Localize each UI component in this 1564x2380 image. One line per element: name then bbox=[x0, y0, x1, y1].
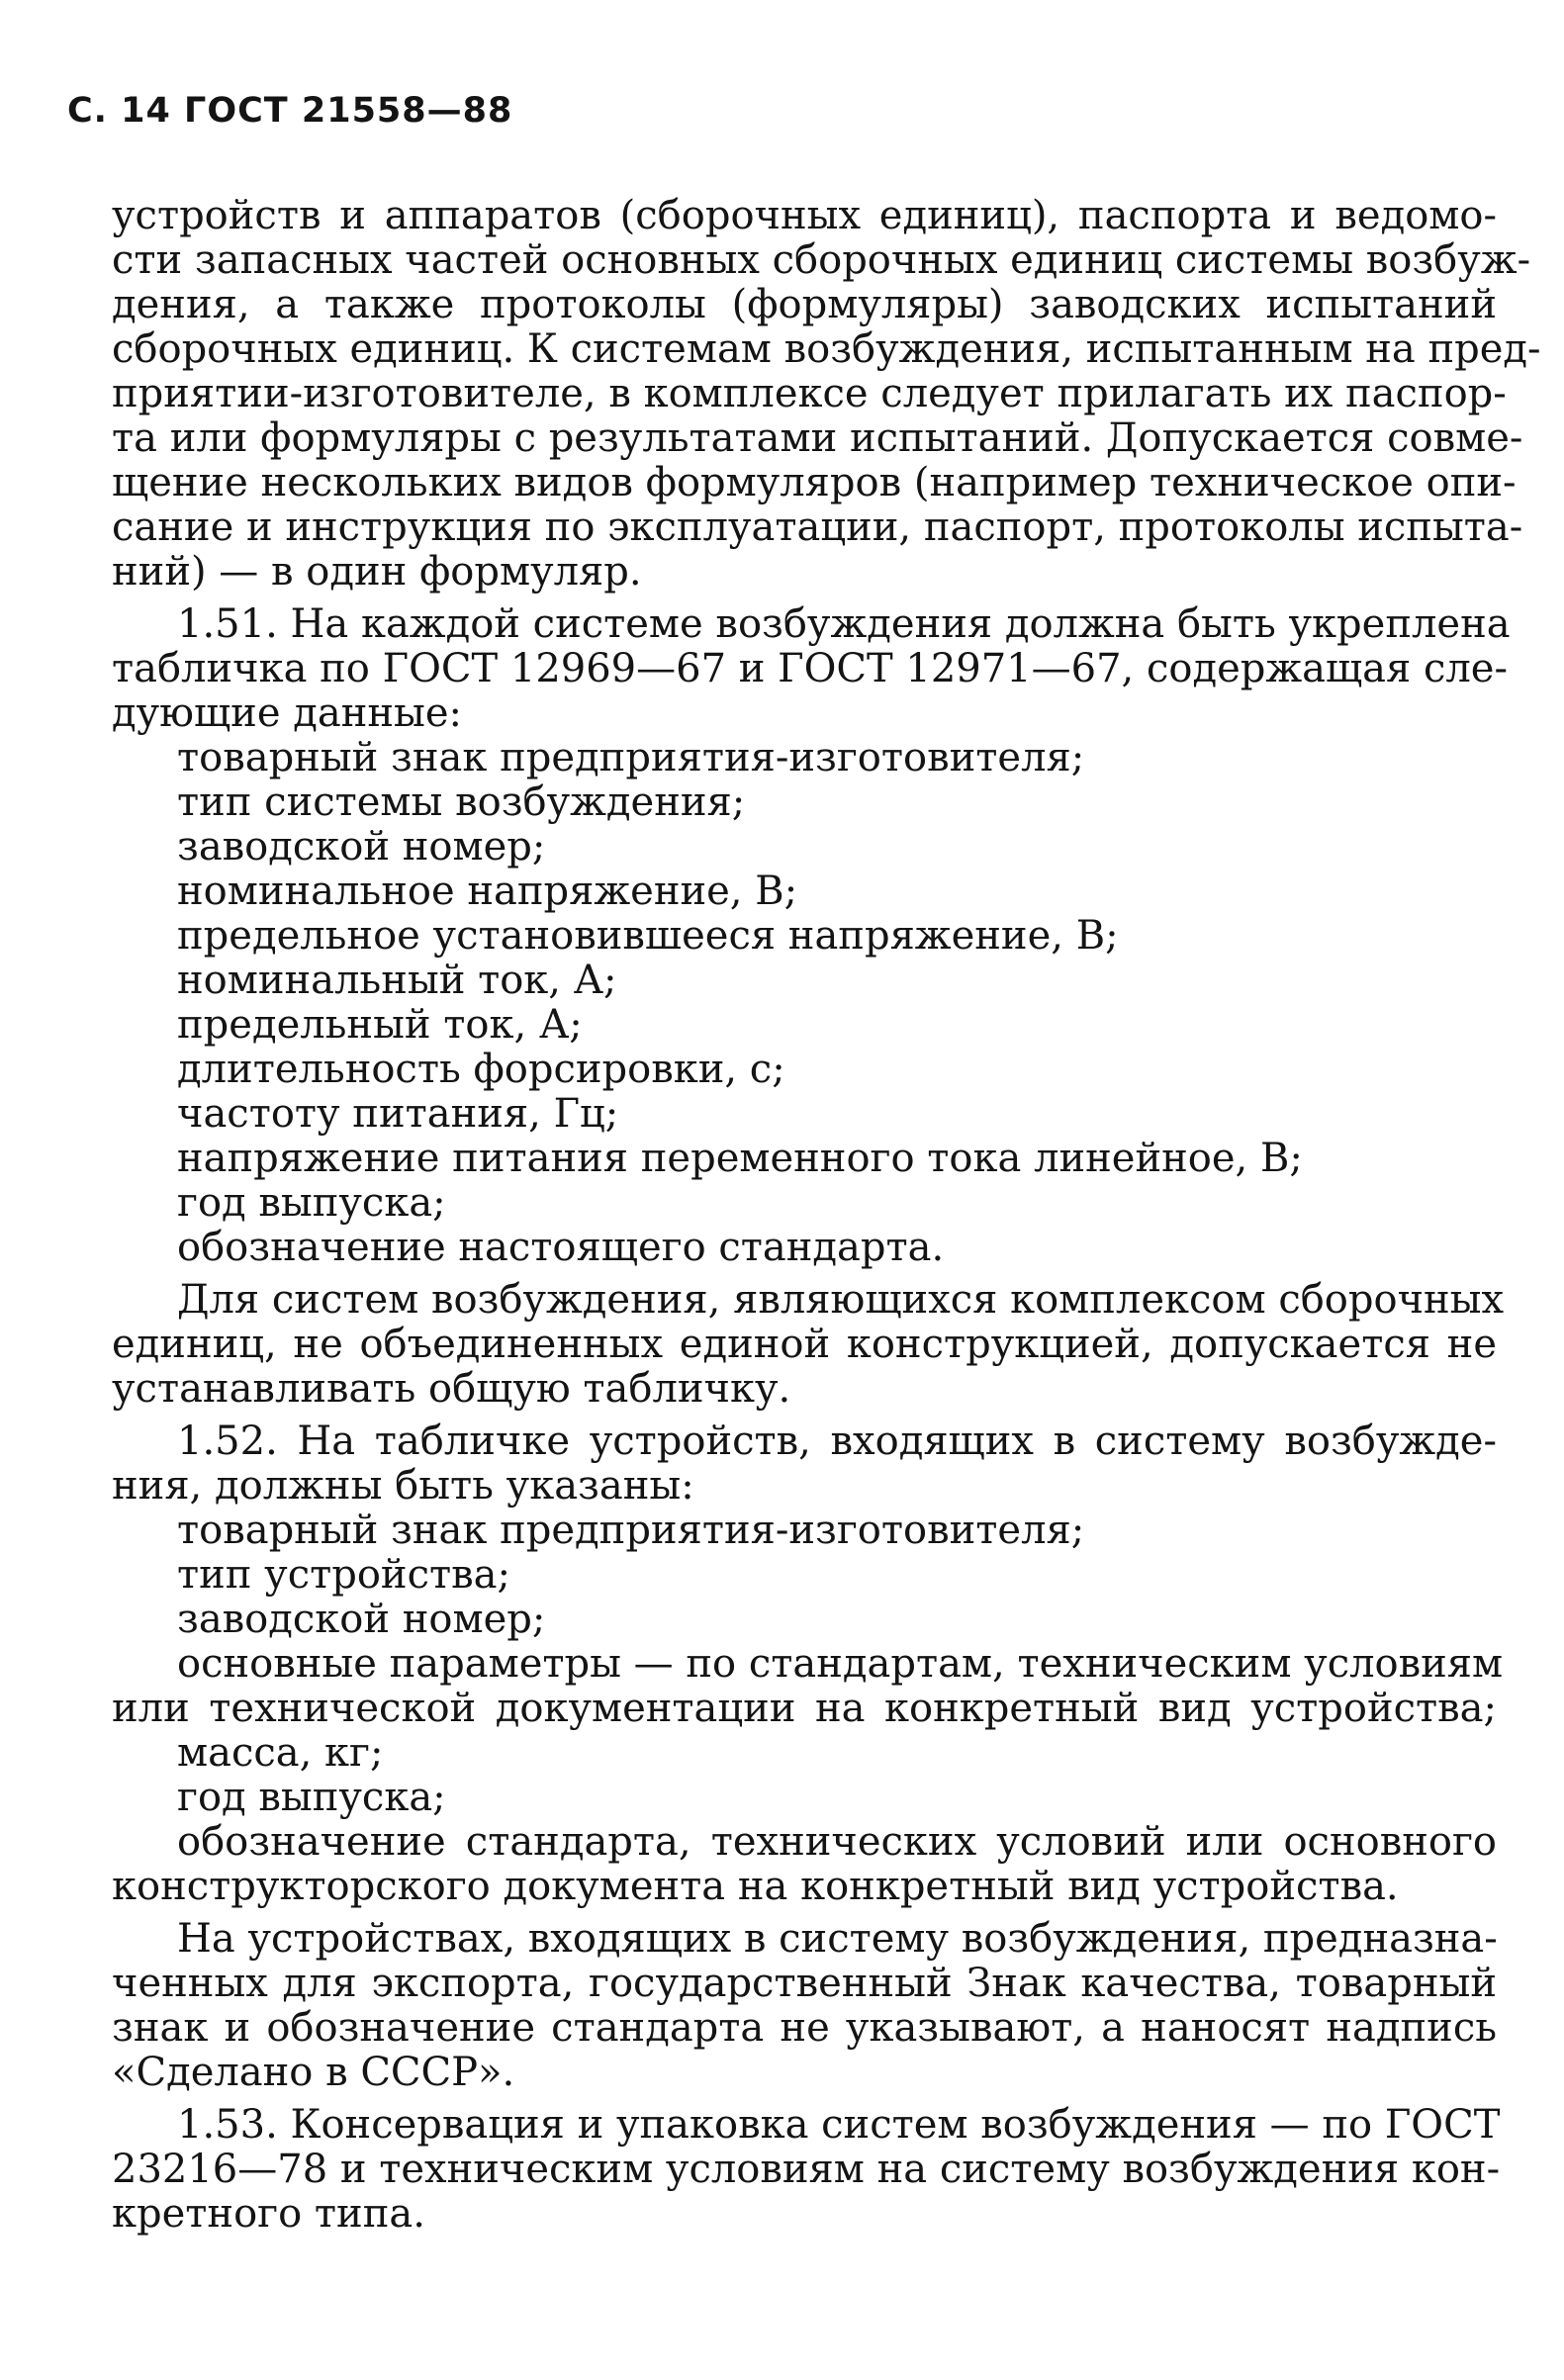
text-line: устанавливать общую табличку. bbox=[112, 1366, 791, 1412]
list-item: номинальное напряжение, В; bbox=[177, 869, 798, 914]
text-line: кретного типа. bbox=[112, 2191, 425, 2237]
list-item: год выпуска; bbox=[177, 1180, 446, 1226]
list-item-continued: конструкторского документа на конкретный вид устройства. bbox=[112, 1864, 1399, 1909]
clause-heading-line: 1.52. На табличке устройств, входящих в систему возбужде- bbox=[177, 1419, 1497, 1464]
list-item: товарный знак предприятия-изготовителя; bbox=[177, 1508, 1085, 1553]
text-line: щение нескольких видов формуляров (например техническое опи- bbox=[112, 460, 1517, 505]
list-item: частоту питания, Гц; bbox=[177, 1091, 619, 1137]
clause-1-52 bbox=[112, 1419, 1497, 1509]
text-line: сание и инструкция по эксплуатации, паспорт, протоколы испыта- bbox=[112, 504, 1523, 550]
page-header: С. 14 ГОСТ 21558—88 bbox=[67, 91, 513, 131]
text-line: Для систем возбуждения, являющихся комплексом сборочных bbox=[177, 1277, 1505, 1323]
list-item: предельный ток, А; bbox=[177, 1002, 583, 1048]
list-item: номинальный ток, А; bbox=[177, 958, 617, 1003]
paragraph-continued bbox=[112, 193, 1541, 595]
list-item: заводской номер; bbox=[177, 824, 546, 870]
list-item: напряжение питания переменного тока линейное, В; bbox=[177, 1136, 1303, 1181]
text-line: ченных для экспорта, государственный Знак качества, товарный bbox=[112, 1961, 1497, 2006]
list-item: длительность форсировки, с; bbox=[177, 1047, 785, 1092]
list-item: обозначение стандарта, технических условий или основного bbox=[177, 1819, 1497, 1865]
text-line: приятии-изготовителе, в комплексе следует прилагать их паспор- bbox=[112, 371, 1507, 416]
text-line: та или формуляры с результатами испытаний. Допускается совме- bbox=[112, 415, 1523, 461]
list-item: предельное установившееся напряжение, В; bbox=[177, 913, 1119, 959]
note-1-51 bbox=[112, 1277, 1505, 1412]
clause-heading-line: 1.53. Консервация и упаковка систем возбуждения — по ГОСТ bbox=[177, 2102, 1501, 2148]
clause-1-51 bbox=[112, 601, 1511, 736]
list-item: масса, кг; bbox=[177, 1730, 384, 1776]
text-line: 23216—78 и техническим условиям на систему возбуждения кон- bbox=[112, 2147, 1501, 2192]
list-item: тип устройства; bbox=[177, 1552, 510, 1598]
text-line: «Сделано в СССР». bbox=[112, 2050, 515, 2095]
text-line: единиц, не объединенных единой конструкцией, допускается не bbox=[112, 1322, 1497, 1367]
list-1-52 bbox=[112, 1508, 1504, 1909]
list-1-51 bbox=[112, 736, 1497, 1270]
note-1-52 bbox=[112, 1917, 1497, 2095]
text-line: знак и обозначение стандарта не указывают, а наносят надпись bbox=[112, 2005, 1497, 2051]
list-item: основные параметры — по стандартам, техническим условиям bbox=[177, 1641, 1504, 1687]
text-line: устройств и аппаратов (сборочных единиц), паспорта и ведомо- bbox=[112, 193, 1497, 238]
text-line: табличка по ГОСТ 12969—67 и ГОСТ 12971—67, содержащая сле- bbox=[112, 646, 1508, 691]
text-line: дующие данные: bbox=[112, 690, 463, 736]
list-item: тип системы возбуждения; bbox=[177, 779, 746, 825]
clause-1-53 bbox=[112, 2102, 1501, 2237]
list-item: заводской номер; bbox=[177, 1597, 546, 1642]
list-item: товарный знак предприятия-изготовителя; bbox=[177, 735, 1085, 780]
text-line: сти запасных частей основных сборочных единиц системы возбуж- bbox=[112, 237, 1531, 283]
text-line: ний) — в один формуляр. bbox=[112, 549, 642, 595]
text-line: дения, а также протоколы (формуляры) заводских испытаний bbox=[112, 282, 1497, 327]
text-line: сборочных единиц. К системам возбуждения, испытанным на пред- bbox=[112, 326, 1541, 372]
text-line: ния, должны быть указаны: bbox=[112, 1463, 694, 1509]
list-item: обозначение настоящего стандарта. bbox=[177, 1225, 945, 1270]
document-body bbox=[112, 193, 1541, 2237]
text-line: На устройствах, входящих в систему возбуждения, предназна- bbox=[177, 1916, 1498, 1962]
list-item: год выпуска; bbox=[177, 1775, 446, 1820]
clause-heading-line: 1.51. На каждой системе возбуждения должна быть укреплена bbox=[177, 601, 1511, 647]
list-item-continued: или технической документации на конкретный вид устройства; bbox=[112, 1686, 1497, 1731]
